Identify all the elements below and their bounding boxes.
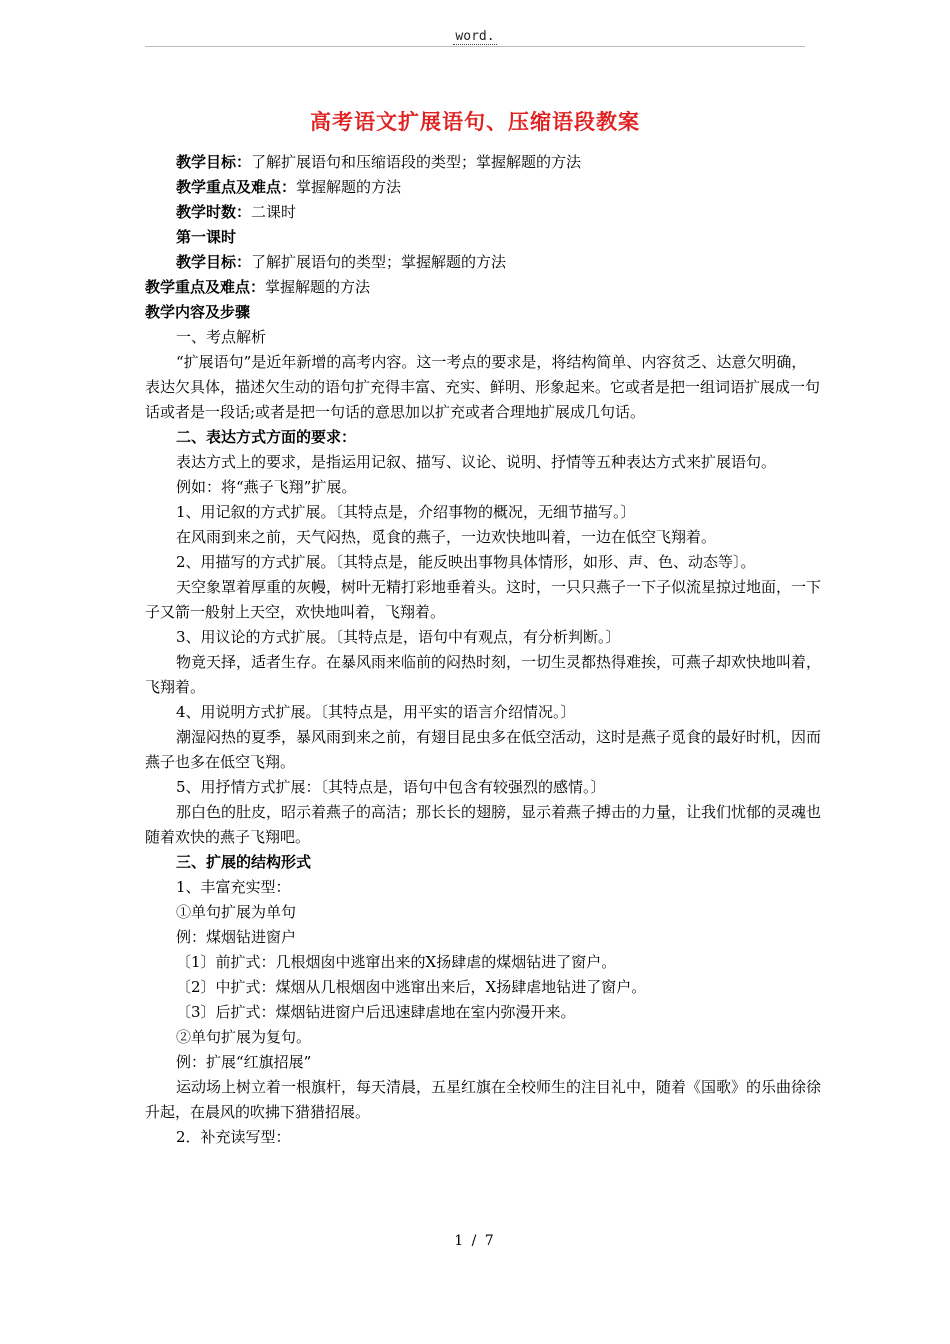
meta-hours-text: 二课时 [251,203,297,221]
meta-key-label: 教学重点及难点： [176,178,297,196]
meta-goal-label: 教学目标： [176,153,252,171]
meta-hours-label: 教学时数： [176,203,252,221]
section2-heading: 二、表达方式方面的要求： [176,428,357,446]
method3-title: 3、用议论的方式扩展。〔其特点是，语句中有观点，有分析判断。〕 [176,628,621,646]
type1a-title: ①单句扩展为单句 [176,903,297,921]
method1-title: 1、用记叙的方式扩展。〔其特点是，介绍事物的概况，无细节描写。〕 [176,503,636,521]
type1b-text: 运动场上树立着一根旗杆，每天清晨，五星红旗在全校师生的注目礼中，随着《国歌》的乐曲徐徐升起，在晨风的吹拂下猎猎招展。 [145,1078,822,1121]
type1b-example: 例：扩展“红旗招展” [176,1053,312,1071]
method2-title: 2、用描写的方式扩展。〔其特点是，能反映出事物具体情形，如形、声、色、动态等〕。 [176,553,756,571]
method2-text: 天空象罩着厚重的灰幔，树叶无精打彩地垂着头。这时，一只只燕子一下子似流星掠过地面，一下子又箭一般射上天空，欢快地叫着，飞翔着。 [145,578,822,621]
lesson1-goal-label: 教学目标： [176,253,252,271]
method5-title: 5、用抒情方式扩展：〔其特点是，语句中包含有较强烈的感情。〕 [176,778,606,796]
section2-paragraph: 表达方式上的要求，是指运用记叙、描写、议论、说明、抒情等五种表达方式来扩展语句。 [176,453,777,471]
header-rule [145,46,805,47]
type1-title: 1、丰富充实型： [176,878,291,896]
header-label: word. [455,29,495,44]
meta-goal [145,150,821,175]
meta-goal-text: 了解扩展语句和压缩语段的类型；掌握解题的方法 [251,153,582,171]
method3-text: 物竟天择，适者生存。在暴风雨来临前的闷热时刻，一切生灵都热得难挨，可燕子却欢快地叫着，飞翔着。 [145,653,822,696]
lesson1-key-label: 教学重点及难点： [145,278,266,296]
page-header [0,29,950,44]
meta-hours [145,200,821,225]
method4-title: 4、用说明方式扩展。〔其特点是，用平实的语言介绍情况。〕 [176,703,576,721]
lesson1-goal-text: 了解扩展语句的类型；掌握解题的方法 [251,253,507,271]
section1-paragraph: “扩展语句”是近年新增的高考内容。这一考点的要求是，将结构简单、内容贫乏、达意欠明确，表达欠具体，描述欠生动的语句扩充得丰富、充实、鲜明、形象起来。它或者是把一组词语扩展成一句话或者是一段话;或者是把一句话的意思加以扩充或者合理地扩展成几句话。 [145,353,821,421]
lesson1-key-text: 掌握解题的方法 [265,278,371,296]
type1a-item-1: 〔1〕前扩式：几根烟囱中逃窜出来的X扬肆虐的煤烟钻进了窗户。 [176,953,617,971]
lesson1-key [145,275,821,300]
meta-key [145,175,821,200]
section2-example: 例如：将“燕子飞翔”扩展。 [176,478,357,496]
type1a-example: 例：煤烟钻进窗户 [176,928,297,946]
method4-text: 潮湿闷热的夏季，暴风雨到来之前，有翅目昆虫多在低空活动，这时是燕子觅食的最好时机，因而燕子也多在低空飞翔。 [145,728,822,771]
type1a-item-2: 〔2〕中扩式：煤烟从几根烟囱中逃窜出来后，X扬肆虐地钻进了窗户。 [176,978,647,996]
method1-text: 在风雨到来之前，天气闷热，觅食的燕子，一边欢快地叫着，一边在低空飞翔着。 [176,528,717,546]
steps-heading: 教学内容及步骤 [145,303,251,321]
section3-heading: 三、扩展的结构形式 [176,853,312,871]
section1-heading: 一、考点解析 [176,328,267,346]
page-number: 1 / 7 [454,1233,496,1249]
document-body [145,150,821,1150]
type2-title: 2．补充读写型： [176,1128,291,1146]
meta-key-text: 掌握解题的方法 [296,178,402,196]
method5-text: 那白色的肚皮，昭示着燕子的高洁；那长长的翅膀，显示着燕子搏击的力量，让我们忧郁的灵魂也随着欢快的燕子飞翔吧。 [145,803,822,846]
type1a-item-3: 〔3〕后扩式：煤烟钻进窗户后迅速肆虐地在室内弥漫开来。 [176,1003,576,1021]
document-title: 高考语文扩展语句、压缩语段教案 [310,110,640,134]
lesson1-goal [145,250,821,275]
lesson1-heading: 第一课时 [176,228,237,246]
type1b-title: ②单句扩展为复句。 [176,1028,312,1046]
